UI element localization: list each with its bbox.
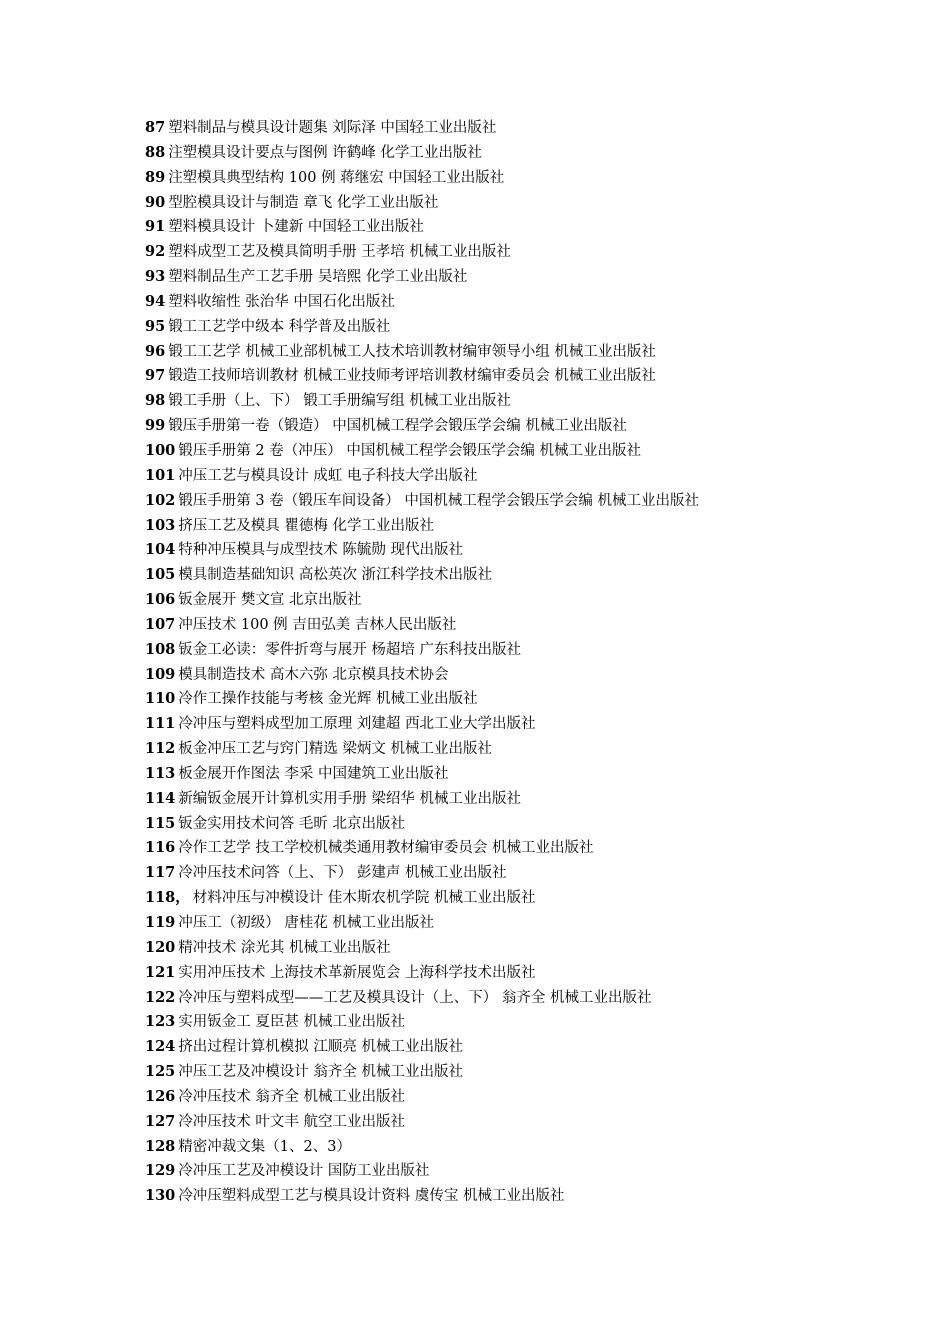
entry-number: 95 xyxy=(145,317,166,335)
list-item xyxy=(145,464,905,489)
list-item xyxy=(145,861,905,886)
entry-text: 冷冲压技术问答（上、下） 彭建声 机械工业出版社 xyxy=(178,865,507,882)
entry-text: 冲压工（初级） 唐桂花 机械工业出版社 xyxy=(178,915,434,931)
entry-text: 锻造工技师培训教材 机械工业技师考评培训教材编审委员会 机械工业出版社 xyxy=(168,368,656,385)
list-item xyxy=(145,563,905,588)
entry-number: 126 xyxy=(145,1087,176,1105)
list-item xyxy=(145,961,905,986)
list-item xyxy=(145,414,905,439)
entry-number: 112 xyxy=(145,740,176,758)
entry-text: 锻压手册第一卷（锻造） 中国机械工程学会锻压学会编 机械工业出版社 xyxy=(168,418,627,435)
entry-number: 114 xyxy=(145,789,176,807)
entry-text: 冲压技术 100 例 吉田弘美 吉林人民出版社 xyxy=(178,616,457,633)
entry-number: 89 xyxy=(145,168,166,186)
entry-number: 102 xyxy=(145,491,176,509)
entry-text: 塑料模具设计 卜建新 中国轻工业出版社 xyxy=(168,219,424,236)
entry-text: 钣金工必读：零件折弯与展开 杨超培 广东科技出版社 xyxy=(178,641,521,658)
entry-number: 117 xyxy=(145,864,176,882)
entry-text: 模具制造基础知识 高松英次 浙江科学技术出版社 xyxy=(178,567,492,584)
entry-number: 105 xyxy=(145,566,176,584)
entry-number: 130 xyxy=(145,1187,176,1205)
entry-number: 128 xyxy=(145,1137,176,1155)
entry-text: 挤压工艺及模具 瞿德梅 化学工业出版社 xyxy=(178,517,434,534)
list-item xyxy=(145,588,905,613)
list-item xyxy=(145,166,905,191)
list-item xyxy=(145,812,905,837)
entry-text: 冷冲压与塑料成型——工艺及模具设计（上、下） 翁齐全 机械工业出版社 xyxy=(178,989,652,1006)
entry-number: 90 xyxy=(145,193,166,211)
book-list xyxy=(145,116,905,1209)
entry-number: 91 xyxy=(145,218,166,236)
entry-number: 87 xyxy=(145,119,166,136)
list-item xyxy=(145,911,905,936)
entry-text: 钣金展开 樊文宣 北京出版社 xyxy=(178,592,362,609)
entry-number: 110 xyxy=(145,690,176,708)
entry-text: 特种冲压模具与成型技术 陈毓勋 现代出版社 xyxy=(178,542,463,559)
entry-number: 124 xyxy=(145,1038,176,1056)
list-item xyxy=(145,1060,905,1085)
entry-text: 塑料制品与模具设计题集 刘际泽 中国轻工业出版社 xyxy=(168,120,497,136)
list-item xyxy=(145,762,905,787)
entry-number: 99 xyxy=(145,417,166,435)
entry-number: 88 xyxy=(145,143,166,161)
list-item xyxy=(145,663,905,688)
entry-number: 118， xyxy=(145,889,190,907)
entry-number: 109 xyxy=(145,665,176,683)
entry-number: 116 xyxy=(145,839,176,857)
entry-text: 钣金实用技术问答 毛昕 北京出版社 xyxy=(178,815,405,832)
entry-number: 97 xyxy=(145,367,166,385)
list-item xyxy=(145,340,905,365)
list-item xyxy=(145,191,905,216)
entry-text: 冷冲压工艺及冲模设计 国防工业出版社 xyxy=(178,1163,430,1180)
list-item xyxy=(145,315,905,340)
entry-text: 锻工工艺学中级本 科学普及出版社 xyxy=(168,318,391,335)
list-item xyxy=(145,1110,905,1135)
entry-number: 108 xyxy=(145,640,176,658)
entry-number: 106 xyxy=(145,591,176,609)
entry-number: 125 xyxy=(145,1063,176,1081)
list-item xyxy=(145,489,905,514)
entry-number: 103 xyxy=(145,516,176,534)
list-item xyxy=(145,265,905,290)
list-item xyxy=(145,1184,905,1209)
entry-text: 锻工手册（上、下） 锻工手册编写组 机械工业出版社 xyxy=(168,393,511,410)
entry-text: 新编钣金展开计算机实用手册 梁绍华 机械工业出版社 xyxy=(178,790,521,807)
entry-text: 型腔模具设计与制造 章飞 化学工业出版社 xyxy=(168,194,439,211)
entry-text: 冷作工艺学 技工学校机械类通用教材编审委员会 机械工业出版社 xyxy=(178,840,594,857)
entry-number: 94 xyxy=(145,292,166,310)
entry-number: 104 xyxy=(145,541,176,559)
list-item xyxy=(145,141,905,166)
entry-number: 98 xyxy=(145,392,166,410)
entry-text: 锻压手册第 2 卷（冲压） 中国机械工程学会锻压学会编 机械工业出版社 xyxy=(178,442,641,459)
entry-text: 模具制造技术 高木六弥 北京模具技术协会 xyxy=(178,666,449,683)
entry-text: 板金展开作图法 李采 中国建筑工业出版社 xyxy=(178,765,449,782)
entry-text: 冲压工艺与模具设计 成虹 电子科技大学出版社 xyxy=(178,467,478,484)
list-item xyxy=(145,687,905,712)
list-item xyxy=(145,613,905,638)
entry-text: 冷冲压技术 翁齐全 机械工业出版社 xyxy=(178,1088,405,1105)
entry-text: 冷冲压技术 叶文丰 航空工业出版社 xyxy=(178,1113,405,1130)
entry-text: 实用钣金工 夏臣甚 机械工业出版社 xyxy=(178,1014,405,1031)
list-item xyxy=(145,986,905,1011)
entry-text: 精冲技术 涂光其 机械工业出版社 xyxy=(178,939,391,956)
entry-text: 冷作工操作技能与考核 金光辉 机械工业出版社 xyxy=(178,691,478,708)
entry-number: 101 xyxy=(145,466,176,484)
list-item xyxy=(145,116,905,141)
list-item xyxy=(145,1010,905,1035)
entry-number: 107 xyxy=(145,615,176,633)
list-item xyxy=(145,1159,905,1184)
entry-number: 122 xyxy=(145,988,176,1006)
entry-number: 111 xyxy=(145,715,176,733)
entry-number: 129 xyxy=(145,1162,176,1180)
list-item xyxy=(145,514,905,539)
entry-text: 注塑模具典型结构 100 例 蒋继宏 中国轻工业出版社 xyxy=(168,169,505,186)
list-item xyxy=(145,836,905,861)
entry-text: 锻工工艺学 机械工业部机械工人技术培训教材编审领导小组 机械工业出版社 xyxy=(168,343,656,360)
entry-text: 挤出过程计算机模拟 江顺亮 机械工业出版社 xyxy=(178,1039,463,1056)
entry-text: 冷冲压与塑料成型加工原理 刘建超 西北工业大学出版社 xyxy=(178,716,536,733)
list-item xyxy=(145,737,905,762)
entry-number: 100 xyxy=(145,441,176,459)
list-item xyxy=(145,638,905,663)
entry-number: 115 xyxy=(145,814,176,832)
entry-number: 119 xyxy=(145,914,176,931)
list-item xyxy=(145,1085,905,1110)
list-item xyxy=(145,787,905,812)
entry-text: 板金冲压工艺与窍门精选 梁炳文 机械工业出版社 xyxy=(178,741,492,758)
entry-number: 121 xyxy=(145,963,176,981)
list-item xyxy=(145,290,905,315)
entry-number: 96 xyxy=(145,342,166,360)
list-item xyxy=(145,389,905,414)
list-item xyxy=(145,712,905,737)
entry-text: 塑料制品生产工艺手册 吴培熙 化学工业出版社 xyxy=(168,269,468,286)
entry-number: 123 xyxy=(145,1013,176,1031)
entry-text: 冲压工艺及冲模设计 翁齐全 机械工业出版社 xyxy=(178,1064,463,1081)
entry-number: 127 xyxy=(145,1112,176,1130)
entry-text: 塑料成型工艺及模具简明手册 王孝培 机械工业出版社 xyxy=(168,244,511,261)
entry-text: 实用冲压技术 上海技术革新展览会 上海科学技术出版社 xyxy=(178,964,536,981)
entry-text: 冷冲压塑料成型工艺与模具设计资料 虞传宝 机械工业出版社 xyxy=(178,1188,565,1205)
entry-number: 113 xyxy=(145,764,176,782)
entry-text: 精密冲裁文集（1、2、3） xyxy=(178,1138,351,1155)
list-item xyxy=(145,240,905,265)
entry-number: 92 xyxy=(145,243,166,261)
entry-text: 材料冲压与冲模设计 佳木斯农机学院 机械工业出版社 xyxy=(192,890,536,907)
list-item xyxy=(145,439,905,464)
entry-text: 锻压手册第 3 卷（锻压车间设备） 中国机械工程学会锻压学会编 机械工业出版社 xyxy=(178,492,699,509)
list-item xyxy=(145,936,905,961)
list-item xyxy=(145,886,905,911)
list-item xyxy=(145,364,905,389)
list-item xyxy=(145,1135,905,1160)
entry-text: 注塑模具设计要点与图例 许鹤峰 化学工业出版社 xyxy=(168,144,482,161)
entry-text: 塑料收缩性 张治华 中国石化出版社 xyxy=(168,293,395,310)
list-item xyxy=(145,538,905,563)
entry-number: 93 xyxy=(145,268,166,286)
list-item xyxy=(145,1035,905,1060)
list-item xyxy=(145,215,905,240)
entry-number: 120 xyxy=(145,938,176,956)
